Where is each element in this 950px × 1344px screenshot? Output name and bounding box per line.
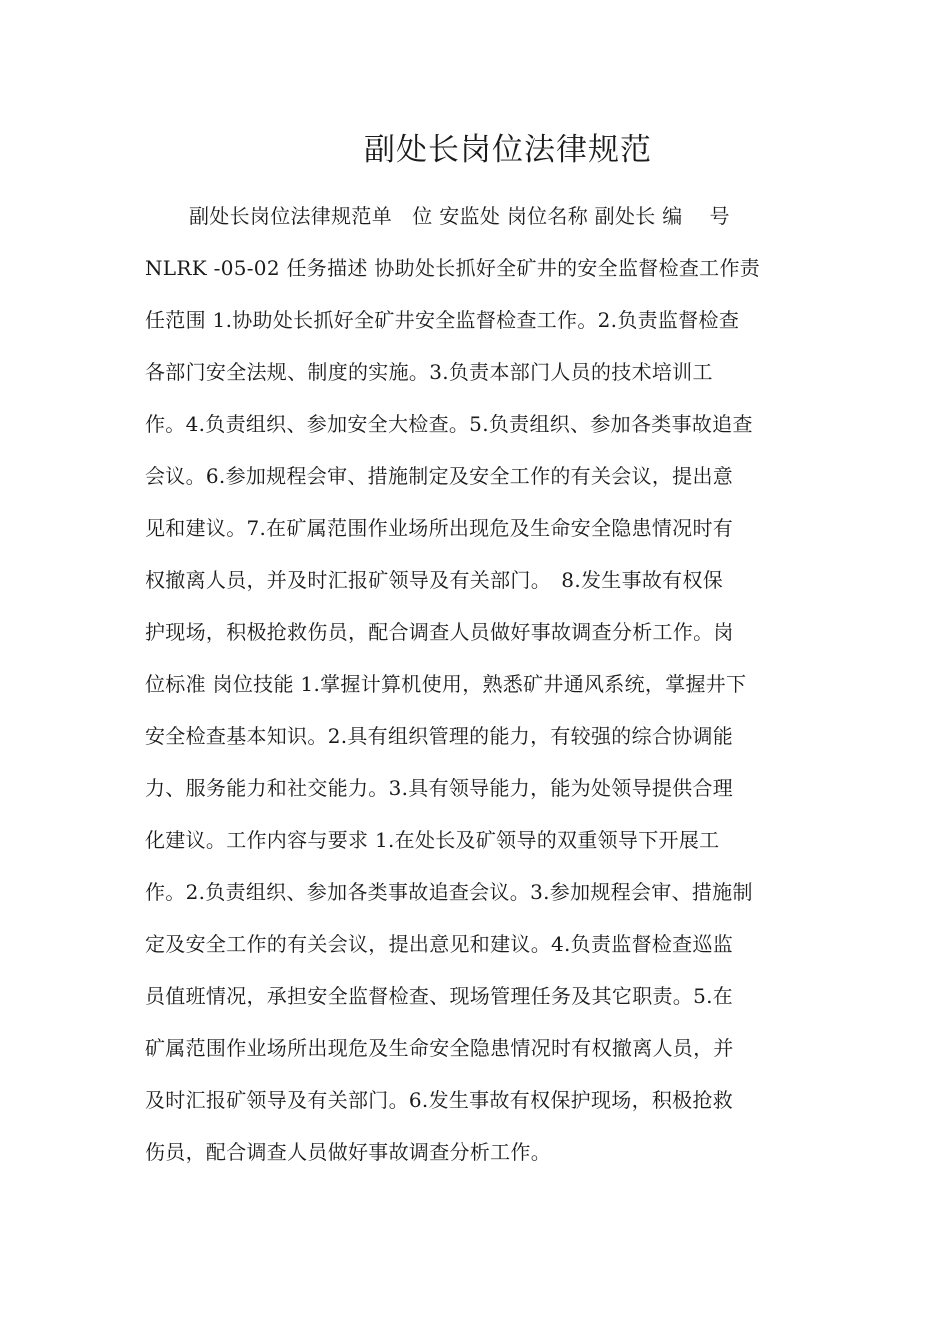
document-title: 副处长岗位法律规范	[364, 132, 652, 168]
body-line: 力、服务能力和社交能力。3.具有领导能力，能为处领导提供合理	[145, 776, 734, 800]
body-line: 伤员，配合调查人员做好事故调查分析工作。	[145, 1140, 551, 1164]
body-line: 安全检查基本知识。2.具有组织管理的能力，有较强的综合协调能	[145, 724, 734, 748]
document-body	[145, 190, 810, 1178]
body-line: 会议。6.参加规程会审、措施制定及安全工作的有关会议，提出意	[145, 464, 734, 488]
body-line: 见和建议。7.在矿属范围作业场所出现危及生命安全隐患情况时有	[145, 516, 734, 540]
body-line: 位标准 岗位技能 1.掌握计算机使用，熟悉矿井通风系统，掌握井下	[145, 672, 747, 696]
body-line: 定及安全工作的有关会议，提出意见和建议。4.负责监督检查巡监	[145, 932, 734, 956]
body-line: 作。4.负责组织、参加安全大检查。5.负责组织、参加各类事故追查	[145, 412, 753, 436]
body-line: 矿属范围作业场所出现危及生命安全隐患情况时有权撤离人员，并	[145, 1036, 734, 1060]
body-line: 化建议。工作内容与要求 1.在处长及矿领导的双重领导下开展工	[145, 828, 720, 852]
body-line: 各部门安全法规、制度的实施。3.负责本部门人员的技术培训工	[145, 360, 713, 384]
body-line: 权撤离人员，并及时汇报矿领导及有关部门。 8.发生事故有权保	[145, 568, 724, 592]
body-line: 任范围 1.协助处长抓好全矿井安全监督检查工作。2.负责监督检查	[145, 308, 740, 332]
body-line: 作。2.负责组织、参加各类事故追查会议。3.参加规程会审、措施制	[145, 880, 753, 904]
body-line: NLRK -05-02 任务描述 协助处长抓好全矿井的安全监督检查工作责	[145, 256, 761, 280]
body-line: 及时汇报矿领导及有关部门。6.发生事故有权保护现场，积极抢救	[145, 1088, 734, 1112]
body-line: 员值班情况，承担安全监督检查、现场管理任务及其它职责。5.在	[145, 984, 734, 1008]
body-line: 护现场，积极抢救伤员，配合调查人员做好事故调查分析工作。岗	[145, 620, 734, 644]
body-line: 副处长岗位法律规范单 位 安监处 岗位名称 副处长 编 号	[189, 204, 730, 228]
